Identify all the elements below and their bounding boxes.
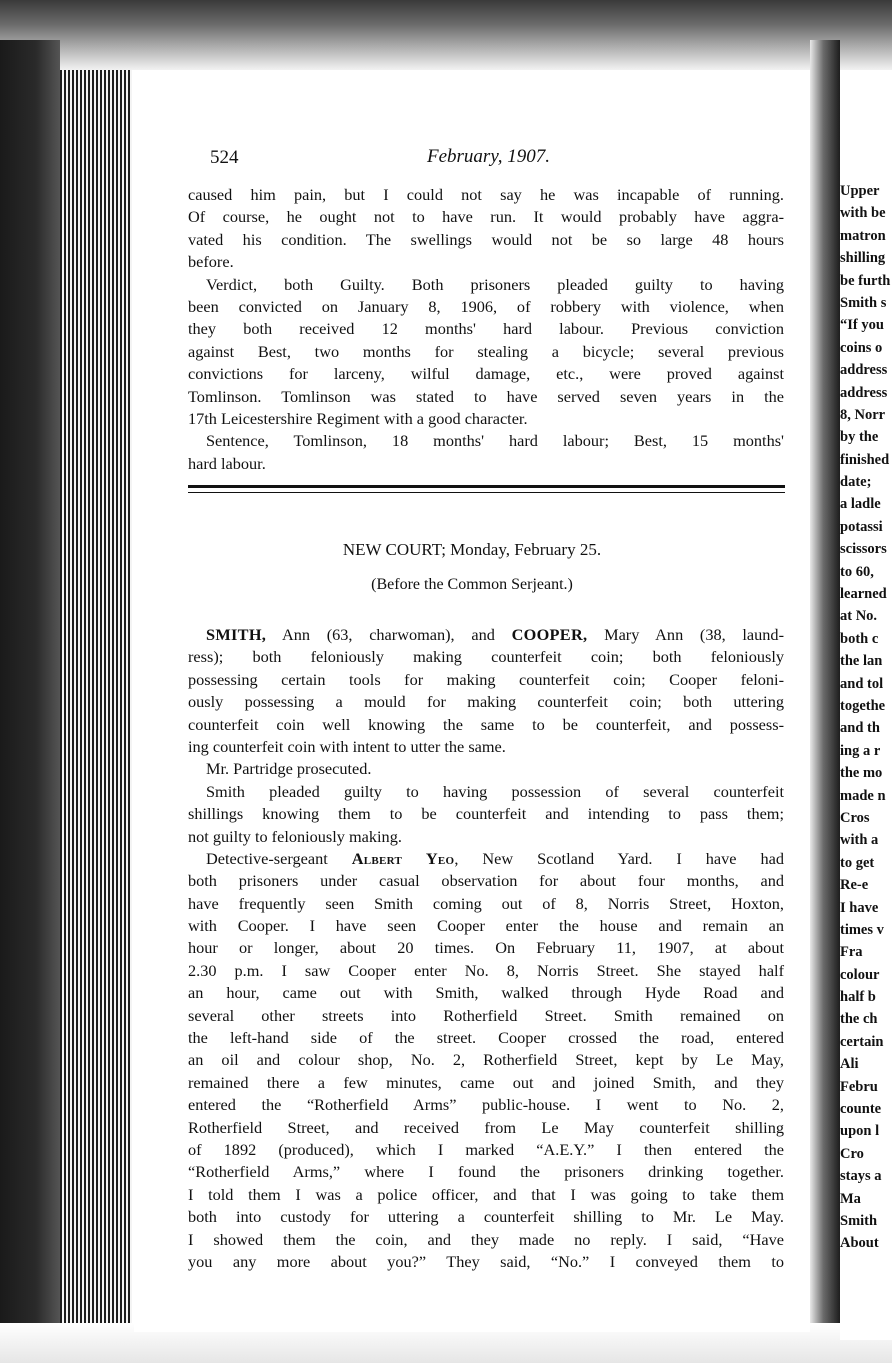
text-line: ously possessing a mould for making counterfeit coin; both uttering [188,692,784,712]
facing-page-line: Re-e [840,877,869,894]
text-line: both prisoners under casual observation for about four months, and [188,871,784,891]
text-line: they both received 12 months' hard labour. Previous conviction [188,319,784,339]
facing-page-line: date; [840,474,872,491]
defendant-name: SMITH, [206,625,267,644]
text-line: Verdict, both Guilty. Both prisoners pleaded guilty to having [206,274,784,294]
section-divider-thin [188,492,785,493]
book-page [134,72,810,1332]
facing-page-line: matron [840,227,886,244]
text-line: both into custody for uttering a counterfeit shilling to Mr. Le May. [188,1207,784,1227]
facing-page-line: address [840,362,888,379]
facing-page-line: be furth [840,272,891,289]
text-line: “Rotherfield Arms,” where I found the prisoners drinking together. [188,1162,784,1182]
text-line: I told them I was a police officer, and that I was going to take them [188,1184,784,1204]
facing-page-line: to get [840,854,875,871]
facing-page-line: shilling [840,250,886,267]
facing-page-line: both c [840,630,879,647]
text-line: an hour, came out with Smith, walked through Hyde Road and [188,983,784,1003]
facing-page-line: togethe [840,697,886,714]
facing-page-line: at No. [840,608,878,625]
facing-page-line: ing a r [840,742,881,759]
facing-page-line: scissors [840,541,887,558]
text-line: with Cooper. I have seen Cooper enter the house and remain an [188,916,784,936]
facing-page-line: a ladle [840,496,881,513]
text-line: several other streets into Rotherfield Street. Smith remained on [188,1005,784,1025]
text-line: against Best, two months for stealing a bicycle; several previous [188,341,784,361]
facing-page-line: potassi [840,518,883,535]
text-line: entered the “Rotherfield Arms” public-house. I went to No. 2, [188,1095,784,1115]
text-line: remained there a few minutes, came out and joined Smith, and they [188,1072,784,1092]
before-judge-line: (Before the Common Serjeant.) [371,576,573,593]
facing-page-line: times v [840,921,884,938]
witness-name: Albert Yeo [351,848,455,868]
text-line: hour or longer, about 20 times. On February 11, 1907, at about [188,938,784,958]
text-line: Smith pleaded guilty to having possession of several counterfeit [206,781,784,801]
facing-page-line: the mo [840,765,883,782]
text-line: before. [188,252,234,272]
facing-page-line: upon l [840,1123,880,1140]
facing-page-line: Fra [840,944,863,961]
text-span: Detective-sergeant [206,848,352,868]
text-line: of 1892 (produced), which I marked “A.E.Y.” I then entered the [188,1139,784,1159]
text-line: hard labour. [188,453,266,473]
text-line: Of course, he ought not to have run. It would probably have aggra- [188,207,784,227]
section-divider-thick [188,485,785,488]
facing-page-line: Smith [840,1212,878,1229]
facing-page-line: I have [840,899,879,916]
text-span: Ann (63, charwoman), and [266,625,512,644]
scanner-top-shadow [0,0,892,70]
paragraph-continuation [188,184,784,274]
facing-page-line: 8, Norr [840,406,886,423]
text-line [188,624,784,646]
text-line [188,848,784,870]
facing-page-line: half b [840,989,876,1006]
text-line: shillings knowing them to be counterfeit and intending to pass them; [188,804,784,824]
facing-page-line: made n [840,787,886,804]
text-line: I showed them the coin, and they made no reply. I said, “Have [188,1229,784,1249]
text-span: , New Scotland Yard. I have had [454,848,784,868]
text-span: Mary Ann (38, laund- [587,625,784,644]
facing-page-line: finished [840,451,890,468]
facing-page-line: counte [840,1101,882,1118]
scanner-left-edge [0,40,60,1363]
text-line: Tomlinson. Tomlinson was stated to have served seven years in the [188,386,784,406]
text-line: have frequently seen Smith coming out of 8, Norris Street, Hoxton, [188,893,784,913]
facing-page-line: Ali [840,1056,859,1073]
facing-page-line: stays a [840,1168,882,1185]
text-line: Sentence, Tomlinson, 18 months' hard labour; Best, 15 months' [206,431,784,451]
paragraph-sentence [188,430,784,475]
text-line: an oil and colour shop, No. 2, Rotherfield Street, kept by Le May, [188,1050,784,1070]
defendant-name: COOPER, [511,625,588,644]
book-page-edges [60,70,132,1363]
facing-page-fragment [840,180,892,1340]
facing-page-line: with be [840,205,886,222]
facing-page-line: learned [840,586,887,603]
facing-page-line: Cro [840,1145,864,1162]
case-indictment [188,624,784,1273]
facing-page-line: and tol [840,675,884,692]
facing-page-line: Upper [840,183,880,199]
facing-page-line: colour [840,966,880,983]
facing-page-line: Smith s [840,294,887,311]
running-head-date: February, 1907. [427,146,550,167]
text-line: not guilty to feloniously making. [188,826,402,846]
facing-page-line: Cros [840,809,870,826]
text-line: 2.30 p.m. I saw Cooper enter No. 8, Norris Street. She stayed half [188,960,784,980]
book-gutter [810,40,840,1363]
text-line: ing counterfeit coin with intent to utter the same. [188,736,506,756]
facing-page-line: Ma [840,1190,861,1207]
facing-page-line: with a [840,832,879,849]
text-line: caused him pain, but I could not say he was incapable of running. [188,185,784,204]
text-line: vated his condition. The swellings would not be so large 48 hours [188,229,784,249]
text-line: convictions for larceny, wilful damage, etc., were proved against [188,364,784,384]
court-heading: NEW COURT; Monday, February 25. [342,540,602,559]
text-line: been convicted on January 8, 1906, of robbery with violence, when [188,296,784,316]
facing-page-line: “If you [840,317,884,334]
facing-page-line: the lan [840,653,883,670]
paragraph-verdict [188,274,784,431]
text-line: ress); both feloniously making counterfeit coin; both feloniously [188,647,784,667]
facing-page-line: to 60, [840,563,874,580]
facing-page-line: address [840,384,888,401]
text-line: you any more about you?” They said, “No.” I conveyed them to [188,1251,784,1271]
prosecutor-line: Mr. Partridge prosecuted. [206,759,372,779]
facing-page-line: Febru [840,1078,878,1095]
text-line: the left-hand side of the street. Cooper crossed the road, entered [188,1028,784,1048]
text-line: 17th Leicestershire Regiment with a good character. [188,408,528,428]
facing-page-line: certain [840,1033,884,1050]
text-line: possessing certain tools for making counterfeit coin; Cooper feloni- [188,669,784,689]
facing-page-line: the ch [840,1011,878,1028]
facing-page-line: by the [840,429,879,446]
text-line: counterfeit coin well knowing the same to be counterfeit, and possess- [188,714,784,734]
text-line: Rotherfield Street, and received from Le May counterfeit shilling [188,1117,784,1137]
page-number: 524 [210,147,239,168]
facing-page-line: and th [840,720,880,737]
facing-page-line: coins o [840,339,883,356]
facing-page-line: About [840,1235,879,1252]
